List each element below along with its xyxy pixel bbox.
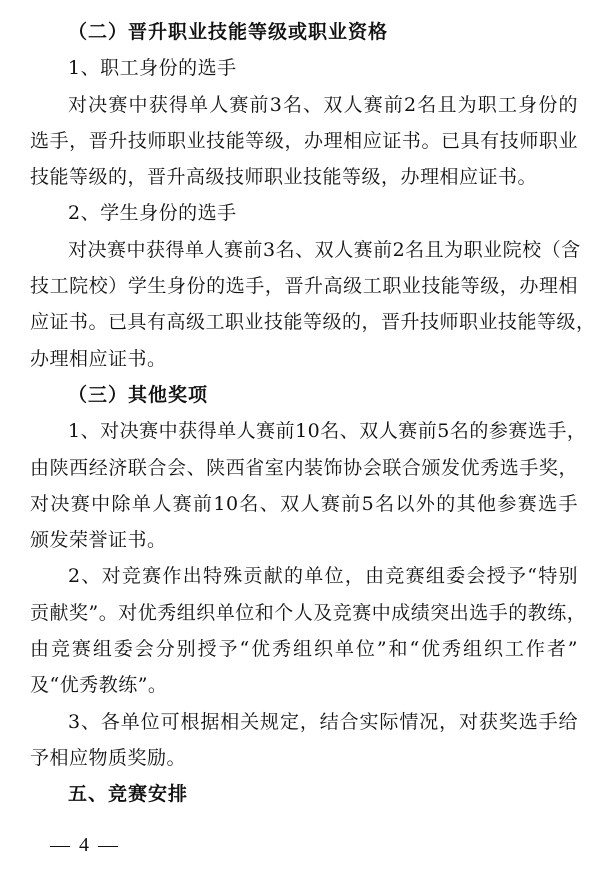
- para2-line: 贡献奖”。对优秀组织单位和个人及竞赛中成绩突出选手的教练，: [30, 601, 587, 624]
- item2-line: 技工院校）学生身份的选手，晋升高级工职业技能等级，办理相: [30, 275, 578, 298]
- para1-line: 对决赛中除单人赛前10名、双人赛前5名以外的其他参赛选手: [30, 492, 578, 515]
- item2-line: 办理相应证书。: [30, 347, 167, 370]
- item2-title: 2、学生身份的选手: [68, 202, 237, 225]
- para2-line: 2、对竞赛作出特殊贡献的单位，由竞赛组委会授予“特别: [68, 565, 578, 588]
- section-two-heading: （二）晋升职业技能等级或职业资格: [68, 21, 389, 43]
- item2-line: 应证书。已具有高级工职业技能等级的，晋升技师职业技能等级，: [30, 311, 596, 334]
- para3-line: 予相应物质奖励。: [30, 746, 187, 769]
- item2-line: 对决赛中获得单人赛前3名、双人赛前2名且为职业院校（含: [68, 238, 581, 261]
- section-five-heading: 五、竞赛安排: [68, 783, 189, 806]
- para1-line: 1、对决赛中获得单人赛前10名、双人赛前5名的参赛选手，: [68, 420, 587, 443]
- section-three-heading: （三）其他奖项: [68, 383, 209, 406]
- item1-line: 对决赛中获得单人赛前3名、双人赛前2名且为职工身份的: [68, 93, 578, 116]
- page-number: — 4 —: [50, 834, 120, 856]
- para1-line: 颁发荣誉证书。: [30, 529, 167, 552]
- document-page: [30, 14, 596, 813]
- item1-line: 技能等级的，晋升高级技师职业技能等级，办理相应证书。: [30, 166, 538, 189]
- para2-line: 由竞赛组委会分别授予“优秀组织单位”和“优秀组织工作者”: [30, 638, 578, 661]
- item1-title: 1、职工身份的选手: [68, 57, 237, 80]
- para3-line: 3、各单位可根据相关规定，结合实际情况，对获奖选手给: [68, 710, 578, 733]
- item1-line: 选手，晋升技师职业技能等级，办理相应证书。已具有技师职业: [30, 129, 578, 152]
- para1-line: 由陕西经济联合会、陕西省室内装饰协会联合颁发优秀选手奖，: [30, 456, 578, 479]
- para2-line: 及“优秀教练”。: [30, 674, 168, 697]
